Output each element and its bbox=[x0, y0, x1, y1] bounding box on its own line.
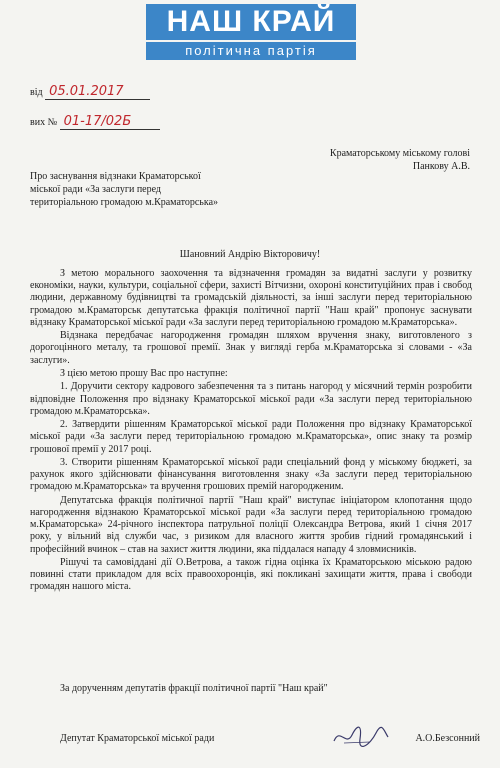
signer-position: Депутат Краматорської міської ради bbox=[60, 733, 215, 744]
addressee-line-1: Краматорському міському голові bbox=[329, 148, 470, 159]
paragraph-conclusion: Рішучі та самовіддані дії О.Ветрова, а також гідна оцінка їх Краматорською міською радою повинні стати прикладом для всіх правоохоронців, які покликані захищати життя, права і свободи громадян нашого міста. bbox=[30, 556, 472, 593]
greeting: Шановний Андрію Вікторовичу! bbox=[179, 249, 321, 260]
paragraph-request-intro: З цією метою прошу Вас про наступне: bbox=[60, 368, 228, 379]
paragraph-request-3: 3. Створити рішенням Краматорської міської ради спеціальний фонд у міському бюджеті, за рахунок якого здійснювати фінансування виготовлення знаку «За заслуги перед територіальною громадою м.Краматорська» та вручення грошових премій нагородженим. bbox=[30, 456, 472, 493]
letter-subject: Про заснування відзнаки Краматорської міської ради «За заслуги перед територіальною громадою м.Краматорська» bbox=[30, 171, 219, 208]
paragraph-request-1: 1. Доручити сектору кадрового забезпечення та з питань нагород у місячний термін розробити відповідне Положення про відзнаку Краматорської міської ради «За заслуги перед територіальною громадою м.Краматорська». bbox=[30, 381, 472, 417]
date-label: від bbox=[30, 87, 43, 98]
signature-block bbox=[60, 733, 480, 744]
number-value: 01-17/02Б bbox=[60, 114, 160, 130]
party-logo bbox=[140, 4, 362, 64]
date-value: 05.01.2017 bbox=[45, 84, 150, 100]
letter-body bbox=[30, 268, 472, 595]
paragraph-request-2: 2. Затвердити рішенням Краматорської міської ради Положення про відзнаку Краматорської міської ради «За заслуги перед територіальною громадою м.Краматорська», опис знаку та розмір грошової премії у 2017 році. bbox=[30, 419, 472, 455]
paragraph-award-description: Відзнака передбачає нагородження громадян шляхом вручення знаку, виготовленого з дорогоцінного металу, та грошової премії. Знак у вигляді герба м.Краматорська зі словами - «За заслуги». bbox=[30, 330, 472, 366]
addressee-line-2: Панкову А.В. bbox=[412, 161, 470, 172]
paragraph-purpose: З метою морального заохочення та відзначення громадян за видатні заслуги у розвитку економіки, науки, культури, соціальної сфери, захисті Вітчизни, охороні конституційних прав і свобод людини, державному будівництві та громадській діяльності, за інші заслуги перед територіальною громадою м.Краматорськ депутатська фракція політичної партії "Наш край" пропонує заснувати відзнаку Краматорської міської ради «За заслуги перед територіальною громадою м.Краматорська». bbox=[30, 268, 472, 328]
number-label: вих № bbox=[30, 117, 58, 128]
logo-title: НАШ КРАЙ bbox=[146, 4, 356, 40]
closing-line: За дорученням депутатів фракції політичної партії "Наш край" bbox=[60, 683, 328, 694]
date-field bbox=[30, 84, 150, 100]
outgoing-number-field bbox=[30, 114, 160, 130]
logo-subtitle: політична партія bbox=[146, 42, 356, 60]
signer-name: А.О.Безсонний bbox=[415, 733, 480, 744]
handwritten-signature bbox=[330, 721, 390, 749]
paragraph-nomination: Депутатська фракція політичної партії "Наш край" виступає ініціатором клопотання щодо нагородження відзнакою Краматорської міської ради «За заслуги перед територіальною громадою м.Краматорська» 24-річного інспектора патрульної поліції Олександра Ветрова, який 1 січня 2017 року, у вільний від служби час, з ризиком для власного життя зробив гідний громадянський і професійний вчинок – став на захист життя людини, яка піддалася нападу 4 зловмисників. bbox=[30, 494, 472, 555]
addressee-block bbox=[270, 147, 470, 173]
